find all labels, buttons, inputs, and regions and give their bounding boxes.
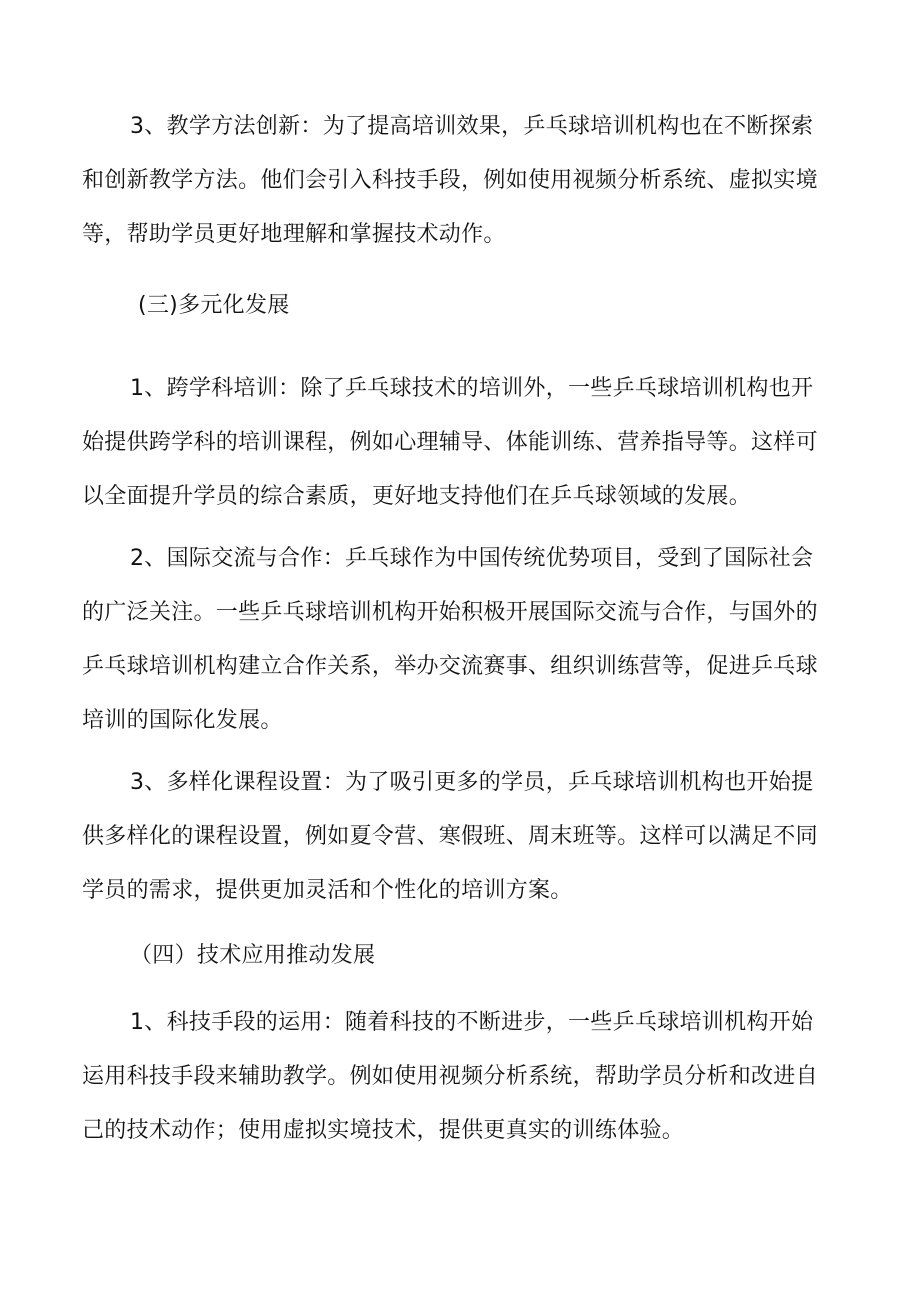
- paragraph-cross-discipline-training: 1、跨学科培训：除了乒乓球技术的培训外，一些乒乓球培训机构也开始提供跨学科的培训课程，例如心理辅导、体能训练、营养指导等。这样可以全面提升学员的综合素质，更好地支持他们在乒乓球领域的发展。: [82, 376, 818, 509]
- section-heading-diversification: (三)多元化发展: [138, 293, 290, 318]
- paragraph-teaching-method-innovation: 3、教学方法创新：为了提高培训效果，乒乓球培训机构也在不断探索和创新教学方法。他们会引入科技手段，例如使用视频分析系统、虚拟实境等，帮助学员更好地理解和掌握技术动作。: [82, 114, 818, 247]
- paragraph-international-exchange: 2、国际交流与合作：乒乓球作为中国传统优势项目，受到了国际社会的广泛关注。一些乒乓球培训机构开始积极开展国际交流与合作，与国外的乒乓球培训机构建立合作关系，举办交流赛事、组织训练营等，促进乒乓球培训的国际化发展。: [82, 546, 818, 733]
- paragraph-diverse-courses: 3、多样化课程设置：为了吸引更多的学员，乒乓球培训机构也开始提供多样化的课程设置，例如夏令营、寒假班、周末班等。这样可以满足不同学员的需求，提供更加灵活和个性化的培训方案。: [82, 770, 818, 903]
- section-heading-technology-application: （四）技术应用推动发展: [130, 943, 376, 968]
- paragraph-technology-use: 1、科技手段的运用：随着科技的不断进步，一些乒乓球培训机构开始运用科技手段来辅助教学。例如使用视频分析系统，帮助学员分析和改进自己的技术动作；使用虚拟实境技术，提供更真实的训练体验。: [82, 1010, 818, 1143]
